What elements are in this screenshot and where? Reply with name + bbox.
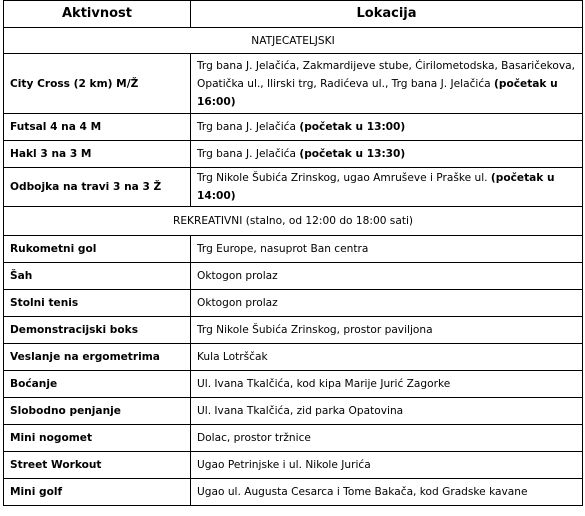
location-cell <box>191 141 583 168</box>
table-row <box>4 54 583 114</box>
location-cell <box>191 114 583 141</box>
table-row <box>4 344 583 371</box>
table-row <box>4 263 583 290</box>
activity-cell: Demonstracijski boks <box>4 317 191 344</box>
section-row <box>4 28 583 54</box>
location-cell: Trg Nikole Šubića Zrinskog, prostor paviljona <box>191 317 583 344</box>
location-cell: Oktogon prolaz <box>191 290 583 317</box>
header-row <box>4 1 583 28</box>
table-row <box>4 317 583 344</box>
start-time-note: (početak u 13:30) <box>299 148 406 160</box>
location-cell: Kula Lotrščak <box>191 344 583 371</box>
activities-table <box>3 0 583 506</box>
activity-cell: Mini nogomet <box>4 425 191 452</box>
location-cell: Ugao Petrinjske i ul. Nikole Jurića <box>191 452 583 479</box>
location-cell: Ul. Ivana Tkalčića, zid parka Opatovina <box>191 398 583 425</box>
location-cell <box>191 168 583 207</box>
activity-cell: Mini golf <box>4 479 191 506</box>
activity-cell: Futsal 4 na 4 M <box>4 114 191 141</box>
table-row <box>4 371 583 398</box>
location-cell: Dolac, prostor tržnice <box>191 425 583 452</box>
activity-cell: Hakl 3 na 3 M <box>4 141 191 168</box>
table-row <box>4 479 583 506</box>
location-cell: Trg Europe, nasuprot Ban centra <box>191 236 583 263</box>
start-time-note: (početak u 14:00) <box>197 172 555 202</box>
location-cell: Ugao ul. Augusta Cesarca i Tome Bakača, kod Gradske kavane <box>191 479 583 506</box>
activity-cell: Odbojka na travi 3 na 3 Ž <box>4 168 191 207</box>
section-title-recreational: REKREATIVNI (stalno, od 12:00 do 18:00 sati) <box>4 207 583 236</box>
column-header-activity: Aktivnost <box>4 1 191 28</box>
section-row <box>4 207 583 236</box>
table-row <box>4 425 583 452</box>
location-text: Trg Nikole Šubića Zrinskog, ugao Amruševe i Praške ul. <box>197 172 491 184</box>
activity-cell: Stolni tenis <box>4 290 191 317</box>
table-row <box>4 114 583 141</box>
activity-cell: Boćanje <box>4 371 191 398</box>
table-row <box>4 398 583 425</box>
column-header-location: Lokacija <box>191 1 583 28</box>
table-row <box>4 290 583 317</box>
activity-cell: Rukometni gol <box>4 236 191 263</box>
activity-cell: Slobodno penjanje <box>4 398 191 425</box>
section-title-competitive: NATJECATELJSKI <box>4 28 583 54</box>
location-text: Trg bana J. Jelačića <box>197 148 300 160</box>
location-cell: Oktogon prolaz <box>191 263 583 290</box>
table-row <box>4 168 583 207</box>
location-cell: Ul. Ivana Tkalčića, kod kipa Marije Jurić Zagorke <box>191 371 583 398</box>
location-cell <box>191 54 583 114</box>
start-time-note: (početak u 16:00) <box>197 77 558 108</box>
table-row <box>4 236 583 263</box>
activity-cell: Veslanje na ergometrima <box>4 344 191 371</box>
start-time-note: (početak u 13:00) <box>299 121 406 133</box>
table-row <box>4 452 583 479</box>
table-row <box>4 141 583 168</box>
activity-cell: Šah <box>4 263 191 290</box>
location-text: Trg bana J. Jelačića, Zakmardijeve stube, Ćirilometodska, Basaričekova, Opatička ul., Ilirski trg, Radićeva ul., Trg bana J. Jelačića <box>197 59 575 90</box>
location-text: Trg bana J. Jelačića <box>197 121 300 133</box>
activity-cell: Street Workout <box>4 452 191 479</box>
activity-cell: City Cross (2 km) M/Ž <box>4 54 191 114</box>
